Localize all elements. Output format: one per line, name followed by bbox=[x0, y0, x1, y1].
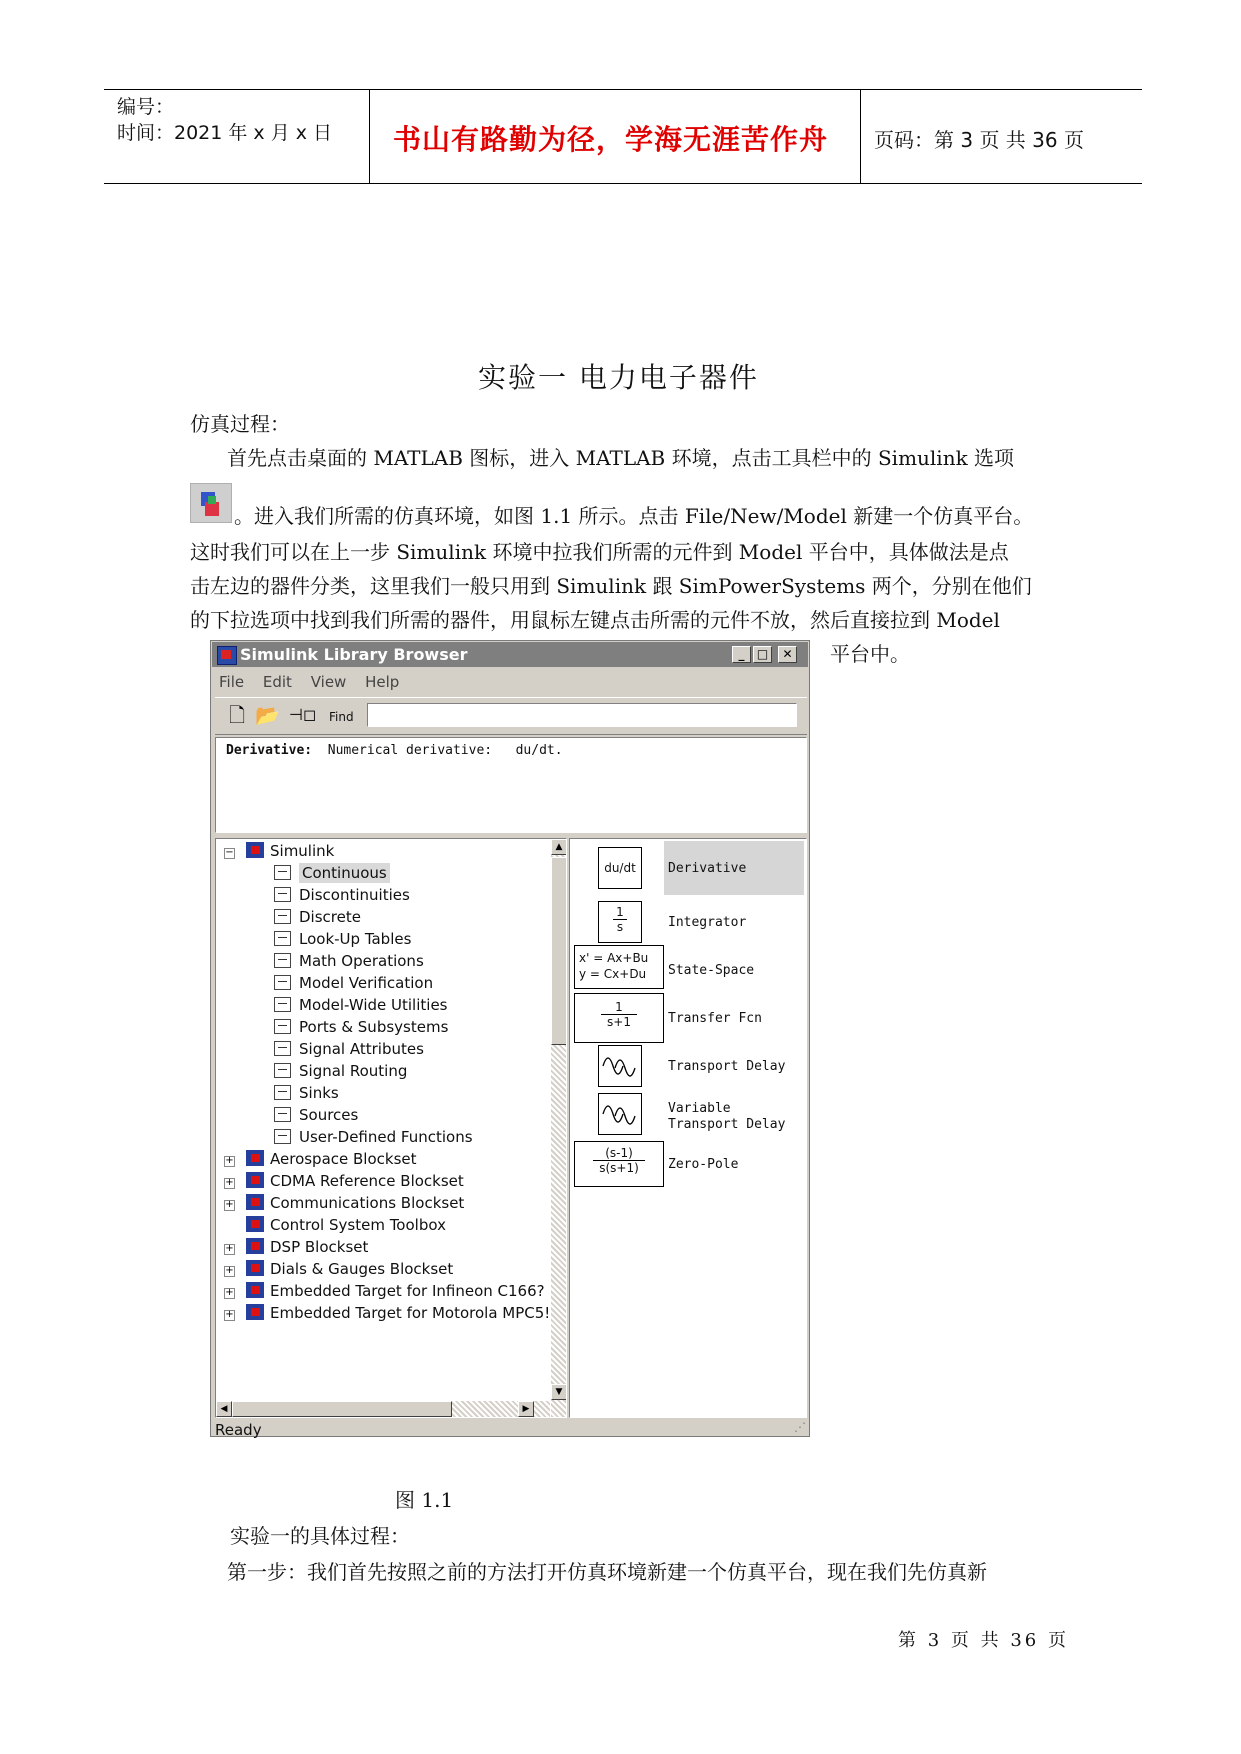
tree-item-math-operations[interactable]: Math Operations bbox=[274, 952, 424, 970]
toolbar bbox=[215, 697, 807, 735]
header-motto: 书山有路勤为径，学海无涯苦作舟 bbox=[393, 123, 829, 156]
simulink-toolbar-icon bbox=[190, 483, 232, 523]
tree-item-embedded-target-motorola[interactable]: Embedded Target for Motorola MPC5! bbox=[246, 1304, 550, 1322]
library-icon bbox=[246, 1172, 264, 1188]
block-description-pane bbox=[215, 737, 807, 833]
expand-icon[interactable]: + bbox=[225, 1155, 234, 1166]
header-divider-1 bbox=[369, 90, 370, 184]
paragraph-line-5: 的下拉选项中找到我们所需的器件，用鼠标左键点击所需的元件不放，然后直接拉到 Model bbox=[190, 608, 1000, 632]
block-zero-pole-label: Zero-Pole bbox=[668, 1157, 739, 1172]
tree-item-ports-subsystems[interactable]: Ports & Subsystems bbox=[274, 1018, 448, 1036]
procedure-label: 实验一的具体过程： bbox=[230, 1524, 410, 1548]
library-icon bbox=[246, 1304, 264, 1320]
tree-item-signal-routing[interactable]: Signal Routing bbox=[274, 1062, 407, 1080]
expand-icon[interactable]: + bbox=[225, 1309, 234, 1320]
variable-transport-delay-icon bbox=[600, 1094, 640, 1132]
window-title: Simulink Library Browser bbox=[240, 645, 468, 664]
header-top-rule bbox=[104, 89, 1142, 90]
sublibrary-icon bbox=[274, 1107, 291, 1122]
tree-item-signal-attributes[interactable]: Signal Attributes bbox=[274, 1040, 424, 1058]
header-bottom-rule bbox=[104, 183, 1142, 184]
block-state-space[interactable]: x' = Ax+Bu y = Cx+Du bbox=[574, 945, 664, 989]
close-icon[interactable]: ✕ bbox=[778, 646, 797, 663]
library-icon bbox=[246, 1150, 264, 1166]
tree-item-dials-gauges-blockset[interactable]: Dials & Gauges Blockset bbox=[246, 1260, 453, 1278]
sublibrary-icon bbox=[274, 865, 291, 880]
header-time-label: 时间：2021 年 x 月 x 日 bbox=[117, 122, 333, 144]
footer-page-number: 第 3 页 共 36 页 bbox=[898, 1630, 1069, 1651]
paragraph-line-3: 这时我们可以在上一步 Simulink 环境中拉我们所需的元件到 Model 平台中，具体做法是点 bbox=[190, 540, 1009, 564]
tree-item-embedded-target-infineon[interactable]: Embedded Target for Infineon C166? bbox=[246, 1282, 545, 1300]
scroll-up-icon[interactable]: ▲ bbox=[551, 839, 567, 855]
tree-item-discontinuities[interactable]: Discontinuities bbox=[274, 886, 410, 904]
tree-item-aerospace-blockset[interactable]: Aerospace Blockset bbox=[246, 1150, 417, 1168]
scroll-right-icon[interactable]: ▶ bbox=[518, 1401, 534, 1417]
sublibrary-icon bbox=[274, 1019, 291, 1034]
sublibrary-icon bbox=[274, 997, 291, 1012]
block-integrator[interactable]: $\frac{1}{s}$ bbox=[598, 901, 642, 943]
minimize-icon[interactable]: _ bbox=[732, 646, 751, 663]
menu-file[interactable]: File bbox=[219, 673, 245, 691]
find-button[interactable]: Find bbox=[329, 710, 354, 724]
block-integrator-label: Integrator bbox=[668, 915, 747, 930]
library-tree bbox=[215, 838, 567, 1418]
library-icon bbox=[246, 842, 264, 858]
block-variable-transport-delay-label: Variable Transport Delay bbox=[668, 1101, 786, 1132]
menu-view[interactable]: View bbox=[310, 673, 347, 691]
description-title: Derivative: bbox=[226, 743, 313, 758]
expand-icon[interactable]: + bbox=[225, 1265, 234, 1276]
menu-help[interactable]: Help bbox=[365, 673, 400, 691]
block-transport-delay[interactable] bbox=[598, 1045, 642, 1087]
expand-icon[interactable]: + bbox=[225, 1199, 234, 1210]
pin-icon[interactable]: ⊣◻ bbox=[289, 705, 317, 724]
block-state-space-label: State-Space bbox=[668, 963, 755, 978]
tree-item-cdma-reference-blockset[interactable]: CDMA Reference Blockset bbox=[246, 1172, 464, 1190]
resize-grip-icon[interactable]: ⋰ bbox=[794, 1420, 806, 1434]
expand-icon[interactable]: + bbox=[225, 1177, 234, 1188]
header-divider-2 bbox=[860, 90, 861, 184]
block-variable-transport-delay[interactable] bbox=[598, 1093, 642, 1135]
sublibrary-icon bbox=[274, 1063, 291, 1078]
tree-item-sinks[interactable]: Sinks bbox=[274, 1084, 339, 1102]
tree-item-discrete[interactable]: Discrete bbox=[274, 908, 361, 926]
tree-item-continuous[interactable]: Continuous bbox=[274, 864, 390, 882]
block-transport-delay-label: Transport Delay bbox=[668, 1059, 786, 1074]
block-transfer-fcn[interactable]: $\frac{1}{s+1}$ bbox=[574, 993, 664, 1043]
tree-vertical-scrollbar[interactable] bbox=[551, 839, 567, 1417]
sublibrary-icon bbox=[274, 931, 291, 946]
window-titlebar[interactable] bbox=[212, 642, 808, 667]
tree-item-simulink[interactable]: Simulink bbox=[246, 842, 334, 860]
sublibrary-icon bbox=[274, 1129, 291, 1144]
collapse-simulink-icon[interactable]: − bbox=[225, 847, 234, 858]
paragraph-line-4: 击左边的器件分类，这里我们一般只用到 Simulink 跟 SimPowerSystems 两个，分别在他们 bbox=[190, 574, 1032, 598]
tree-horizontal-scrollbar[interactable] bbox=[216, 1401, 550, 1417]
simulink-app-icon bbox=[217, 646, 237, 665]
paragraph-line-6: 平台中。 bbox=[830, 642, 910, 666]
library-icon bbox=[246, 1216, 264, 1232]
simulink-library-browser-window bbox=[210, 640, 810, 1437]
header-number-label: 编号： bbox=[117, 96, 175, 118]
tree-item-user-defined-functions[interactable]: User-Defined Functions bbox=[274, 1128, 473, 1146]
sublibrary-icon bbox=[274, 1041, 291, 1056]
scroll-down-icon[interactable]: ▼ bbox=[551, 1384, 567, 1400]
tree-item-dsp-blockset[interactable]: DSP Blockset bbox=[246, 1238, 368, 1256]
block-pane bbox=[569, 838, 807, 1418]
scroll-left-icon[interactable]: ◀ bbox=[216, 1401, 232, 1417]
library-icon bbox=[246, 1194, 264, 1210]
tree-item-communications-blockset[interactable]: Communications Blockset bbox=[246, 1194, 464, 1212]
tree-item-lookup-tables[interactable]: Look-Up Tables bbox=[274, 930, 411, 948]
paragraph-line-2: 。进入我们所需的仿真环境，如图 1.1 所示。点击 File/New/Model 新建一个仿真平台。 bbox=[234, 504, 1034, 528]
expand-icon[interactable]: + bbox=[225, 1243, 234, 1254]
transport-delay-icon bbox=[600, 1046, 640, 1084]
maximize-icon[interactable]: □ bbox=[753, 646, 772, 663]
section-label: 仿真过程： bbox=[190, 412, 290, 436]
tree-item-sources[interactable]: Sources bbox=[274, 1106, 358, 1124]
step-1-text: 第一步：我们首先按照之前的方法打开仿真环境新建一个仿真平台，现在我们先仿真新 bbox=[227, 1560, 987, 1584]
description-text: Numerical derivative: du/dt. bbox=[312, 743, 563, 758]
page-title: 实验一 电力电子器件 bbox=[478, 361, 759, 394]
open-folder-icon[interactable]: 📂 bbox=[255, 703, 280, 727]
tree-item-model-wide-utilities[interactable]: Model-Wide Utilities bbox=[274, 996, 447, 1014]
status-bar: Ready bbox=[215, 1421, 262, 1439]
header-page-label: 页码：第 3 页 共 36 页 bbox=[874, 128, 1084, 152]
tree-item-control-system-toolbox[interactable]: Control System Toolbox bbox=[246, 1216, 446, 1234]
expand-icon[interactable]: + bbox=[225, 1287, 234, 1298]
sublibrary-icon bbox=[274, 887, 291, 902]
menu-edit[interactable]: Edit bbox=[262, 673, 292, 691]
find-input[interactable] bbox=[367, 703, 797, 727]
h-scroll-thumb[interactable] bbox=[232, 1401, 452, 1417]
tree-item-model-verification[interactable]: Model Verification bbox=[274, 974, 433, 992]
figure-caption: 图 1.1 bbox=[395, 1488, 454, 1512]
library-icon bbox=[246, 1282, 264, 1298]
sublibrary-icon bbox=[274, 975, 291, 990]
sublibrary-icon bbox=[274, 909, 291, 924]
block-zero-pole[interactable]: $\frac{(s-1)}{s(s+1)}$ bbox=[574, 1141, 664, 1187]
new-model-icon[interactable]: 🗋 bbox=[229, 703, 246, 727]
block-derivative-label: Derivative bbox=[668, 861, 747, 876]
library-icon bbox=[246, 1238, 264, 1254]
scroll-thumb[interactable] bbox=[551, 857, 567, 1045]
sublibrary-icon bbox=[274, 1085, 291, 1100]
paragraph-line-1: 首先点击桌面的 MATLAB 图标，进入 MATLAB 环境，点击工具栏中的 Simulink 选项 bbox=[227, 446, 1015, 470]
menu-bar bbox=[219, 673, 413, 691]
sublibrary-icon bbox=[274, 953, 291, 968]
library-icon bbox=[246, 1260, 264, 1276]
block-transfer-fcn-label: Transfer Fcn bbox=[668, 1011, 762, 1026]
block-derivative[interactable]: du/dt bbox=[598, 847, 642, 889]
